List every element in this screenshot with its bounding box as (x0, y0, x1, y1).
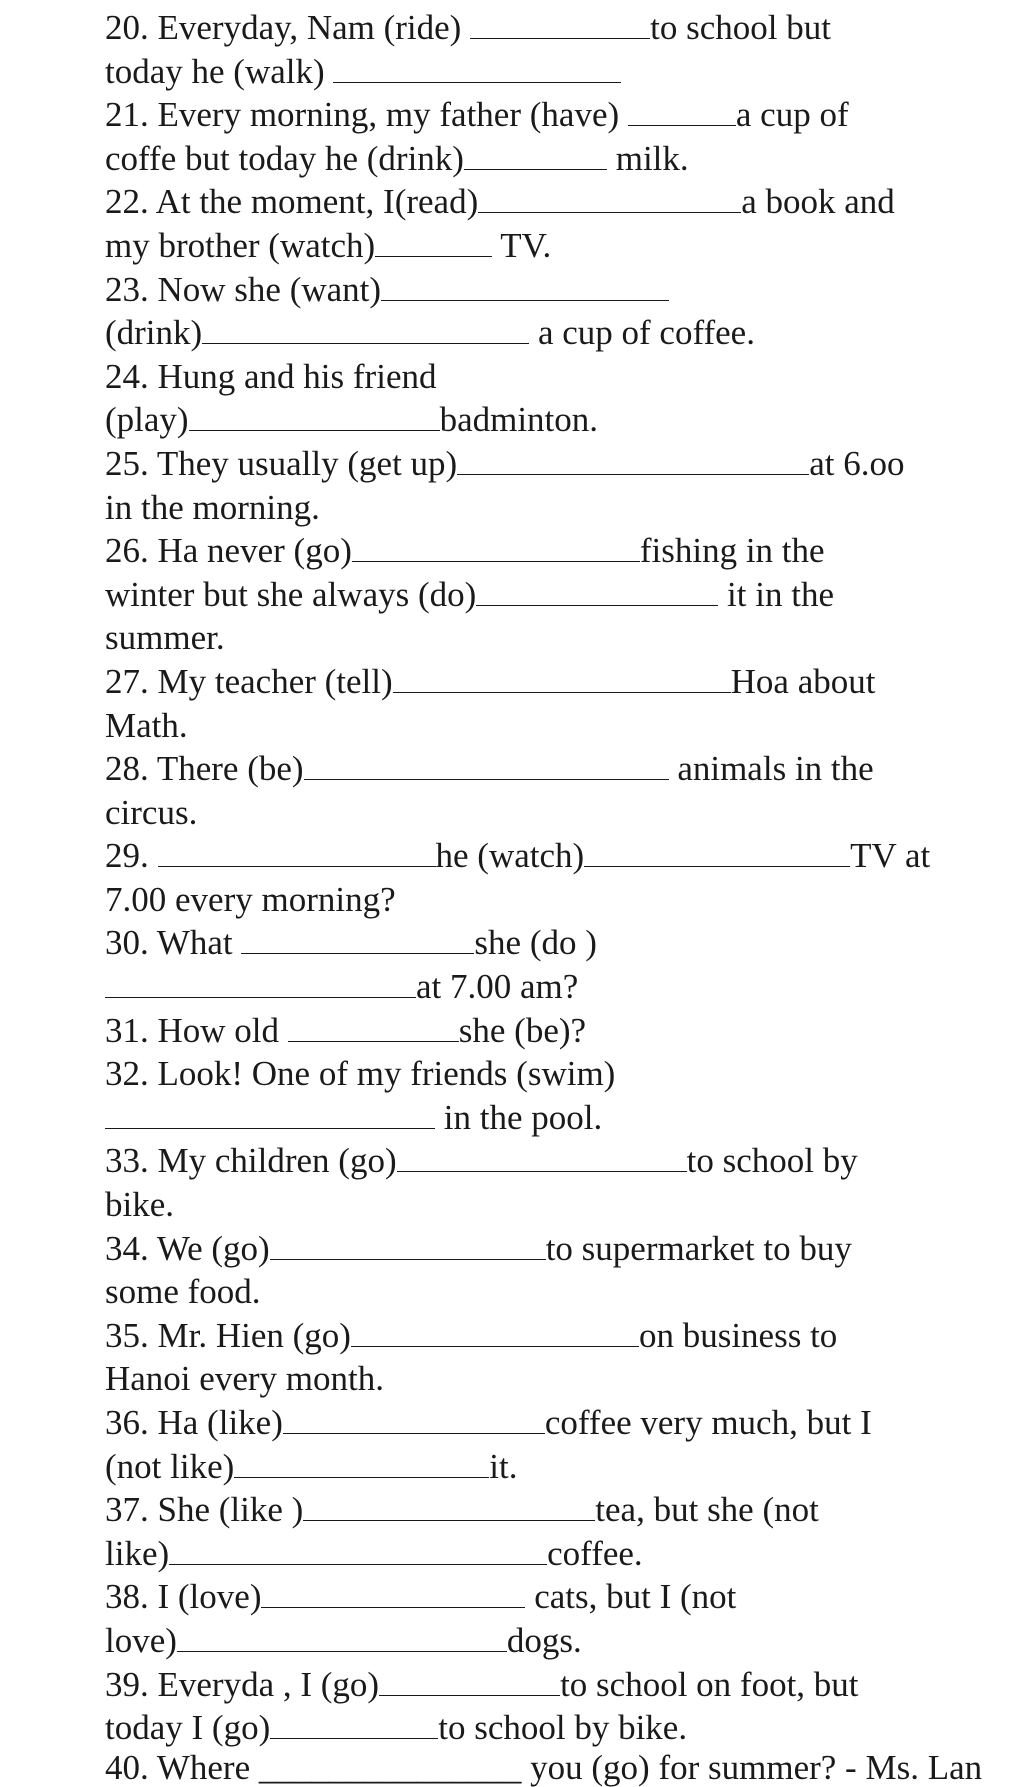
line-text: 26. Ha never (go) (105, 531, 352, 571)
answer-blank[interactable] (105, 1098, 435, 1129)
line-text: love) (105, 1620, 177, 1660)
exercise-line (105, 1706, 985, 1750)
line-text: 33. My children (go) (105, 1141, 397, 1181)
exercise-line (105, 1052, 985, 1096)
line-text: 34. We (go) (105, 1228, 270, 1268)
line-text: coffee very much, but I (544, 1403, 872, 1442)
line-text: summer. (105, 618, 225, 658)
line-text: dogs. (506, 1620, 582, 1660)
exercise-line (105, 398, 985, 442)
exercise-line (105, 660, 985, 704)
line-text: coffee. (547, 1533, 643, 1573)
line-text: 39. Everyda , I (go) (105, 1664, 380, 1704)
exercise-line (105, 1270, 985, 1314)
exercise-line (105, 1532, 985, 1576)
exercise-line (105, 616, 985, 660)
line-text: a cup of (735, 95, 849, 135)
cut-off-line-text: 40. Where _______________ you (go) for summer? - Ms. Lan (105, 1748, 983, 1787)
exercise-line (105, 486, 985, 530)
line-text: (drink) (105, 313, 203, 353)
exercise-line (105, 1619, 985, 1663)
answer-blank[interactable] (628, 95, 736, 126)
answer-blank[interactable] (352, 531, 640, 562)
line-text: 37. She (like ) (105, 1490, 304, 1530)
line-text: it in the (718, 574, 834, 614)
line-text: at 6.oo (809, 443, 905, 483)
answer-blank[interactable] (261, 1577, 525, 1608)
exercise-line (105, 311, 985, 355)
line-text: a book and (741, 182, 895, 222)
line-text: to school on foot, but (560, 1664, 859, 1704)
exercise-line (105, 704, 985, 748)
line-text: to supermarket to buy (545, 1228, 852, 1268)
answer-blank[interactable] (333, 52, 621, 83)
answer-blank[interactable] (470, 8, 650, 39)
exercise-line (105, 1009, 985, 1053)
line-text: 25. They usually (get up) (105, 443, 458, 483)
answer-blank[interactable] (303, 1490, 595, 1521)
answer-blank[interactable] (177, 1621, 507, 1652)
line-text: he (watch) (435, 836, 585, 876)
line-text: 35. Mr. Hien (go) (105, 1315, 351, 1355)
exercise-line (105, 1488, 985, 1532)
answer-blank[interactable] (381, 270, 669, 301)
line-text: milk. (606, 138, 689, 178)
line-text: a cup of coffee. (529, 313, 755, 353)
line-text: badminton. (439, 400, 599, 440)
exercise-line (105, 93, 985, 137)
line-text: at 7.00 am? (416, 967, 579, 1007)
line-text: (play) (105, 400, 189, 440)
line-text: she (do ) (474, 923, 597, 963)
exercise-line (105, 791, 985, 835)
answer-blank[interactable] (241, 923, 474, 954)
line-text: 30. What (105, 923, 242, 963)
exercise-line (105, 137, 985, 181)
line-text: TV. (492, 225, 552, 265)
line-text: my brother (watch) (105, 225, 376, 265)
line-text: 31. How old (105, 1010, 288, 1050)
answer-blank[interactable] (189, 400, 440, 431)
exercise-line (105, 1401, 985, 1445)
answer-blank[interactable] (105, 967, 416, 998)
answer-blank[interactable] (379, 1665, 560, 1696)
line-text: 23. Now she (want) (105, 269, 382, 309)
line-text: 20. Everyday, Nam (ride) (105, 8, 471, 47)
line-text: bike. (105, 1185, 175, 1225)
answer-blank[interactable] (375, 226, 492, 257)
exercise-line (105, 1445, 985, 1489)
exercise-line (105, 6, 985, 50)
answer-blank[interactable] (158, 836, 436, 867)
worksheet (105, 6, 985, 1750)
exercise-line (105, 529, 985, 573)
line-text: animals in the (668, 749, 874, 789)
answer-blank[interactable] (270, 1229, 546, 1260)
line-text: 21. Every morning, my father (have) (105, 95, 628, 135)
line-text: Hanoi every month. (105, 1359, 384, 1399)
line-text: (not like) (105, 1446, 235, 1486)
line-text: to school by bike. (438, 1708, 688, 1748)
line-text: to school but (650, 8, 831, 47)
answer-blank[interactable] (288, 1011, 459, 1042)
line-text: to school by (686, 1141, 858, 1181)
line-text: fishing in the (639, 531, 825, 571)
exercise-line (105, 268, 985, 312)
cut-off-line (105, 1748, 983, 1787)
line-text: 27. My teacher (tell) (105, 661, 393, 701)
line-text: Math. (105, 705, 188, 745)
answer-blank[interactable] (202, 313, 529, 344)
answer-blank[interactable] (270, 1708, 438, 1739)
answer-blank[interactable] (464, 139, 607, 170)
line-text: 7.00 every morning? (105, 879, 396, 919)
answer-blank[interactable] (476, 575, 718, 606)
line-text: cats, but I (not (525, 1577, 737, 1617)
exercise-line (105, 355, 985, 399)
answer-blank[interactable] (393, 662, 731, 693)
exercise-line (105, 224, 985, 268)
exercise-line (105, 1314, 985, 1358)
exercise-line (105, 747, 985, 791)
line-text: 24. Hung and his friend (105, 356, 437, 396)
exercise-line (105, 834, 985, 878)
exercise-line (105, 921, 985, 965)
exercise-line (105, 878, 985, 922)
line-text: 29. (105, 836, 158, 876)
line-text: on business to (638, 1315, 838, 1355)
exercise-line (105, 1227, 985, 1271)
exercise-line (105, 1139, 985, 1183)
line-text: 38. I (love) (105, 1577, 262, 1617)
exercise-line (105, 50, 985, 94)
exercise-line (105, 965, 985, 1009)
exercise-line (105, 442, 985, 486)
line-text: today he (walk) (105, 51, 334, 91)
exercise-line (105, 1663, 985, 1707)
answer-blank[interactable] (397, 1141, 687, 1172)
line-text: TV at (850, 836, 931, 876)
line-text: 22. At the moment, I(read) (105, 182, 479, 222)
line-text: 32. Look! One of my friends (swim) (105, 1054, 616, 1094)
answer-blank[interactable] (169, 1534, 547, 1565)
line-text: like) (105, 1533, 170, 1573)
line-text: winter but she always (do) (105, 574, 477, 614)
line-text: in the pool. (435, 1097, 603, 1137)
answer-blank[interactable] (304, 749, 669, 780)
line-text: today I (go) (105, 1708, 271, 1748)
exercise-line (105, 573, 985, 617)
line-text: it. (489, 1446, 518, 1486)
exercise-line (105, 1357, 985, 1401)
answer-blank[interactable] (283, 1403, 545, 1434)
line-text: tea, but she (not (595, 1490, 819, 1530)
answer-blank[interactable] (234, 1447, 489, 1478)
line-text: coffe but today he (drink) (105, 138, 464, 178)
exercise-line (105, 1575, 985, 1619)
line-text: in the morning. (105, 487, 320, 527)
line-text: 36. Ha (like) (105, 1403, 283, 1442)
answer-blank[interactable] (351, 1316, 639, 1347)
line-text: Hoa about (730, 661, 876, 701)
line-text: 28. There (be) (105, 749, 304, 789)
exercise-line (105, 1183, 985, 1227)
line-text: she (be)? (458, 1010, 587, 1050)
line-text: circus. (105, 792, 198, 832)
answer-blank[interactable] (457, 444, 809, 475)
exercise-line (105, 1096, 985, 1140)
answer-blank[interactable] (584, 836, 850, 867)
line-text: some food. (105, 1272, 261, 1312)
exercise-line (105, 180, 985, 224)
answer-blank[interactable] (478, 182, 741, 213)
